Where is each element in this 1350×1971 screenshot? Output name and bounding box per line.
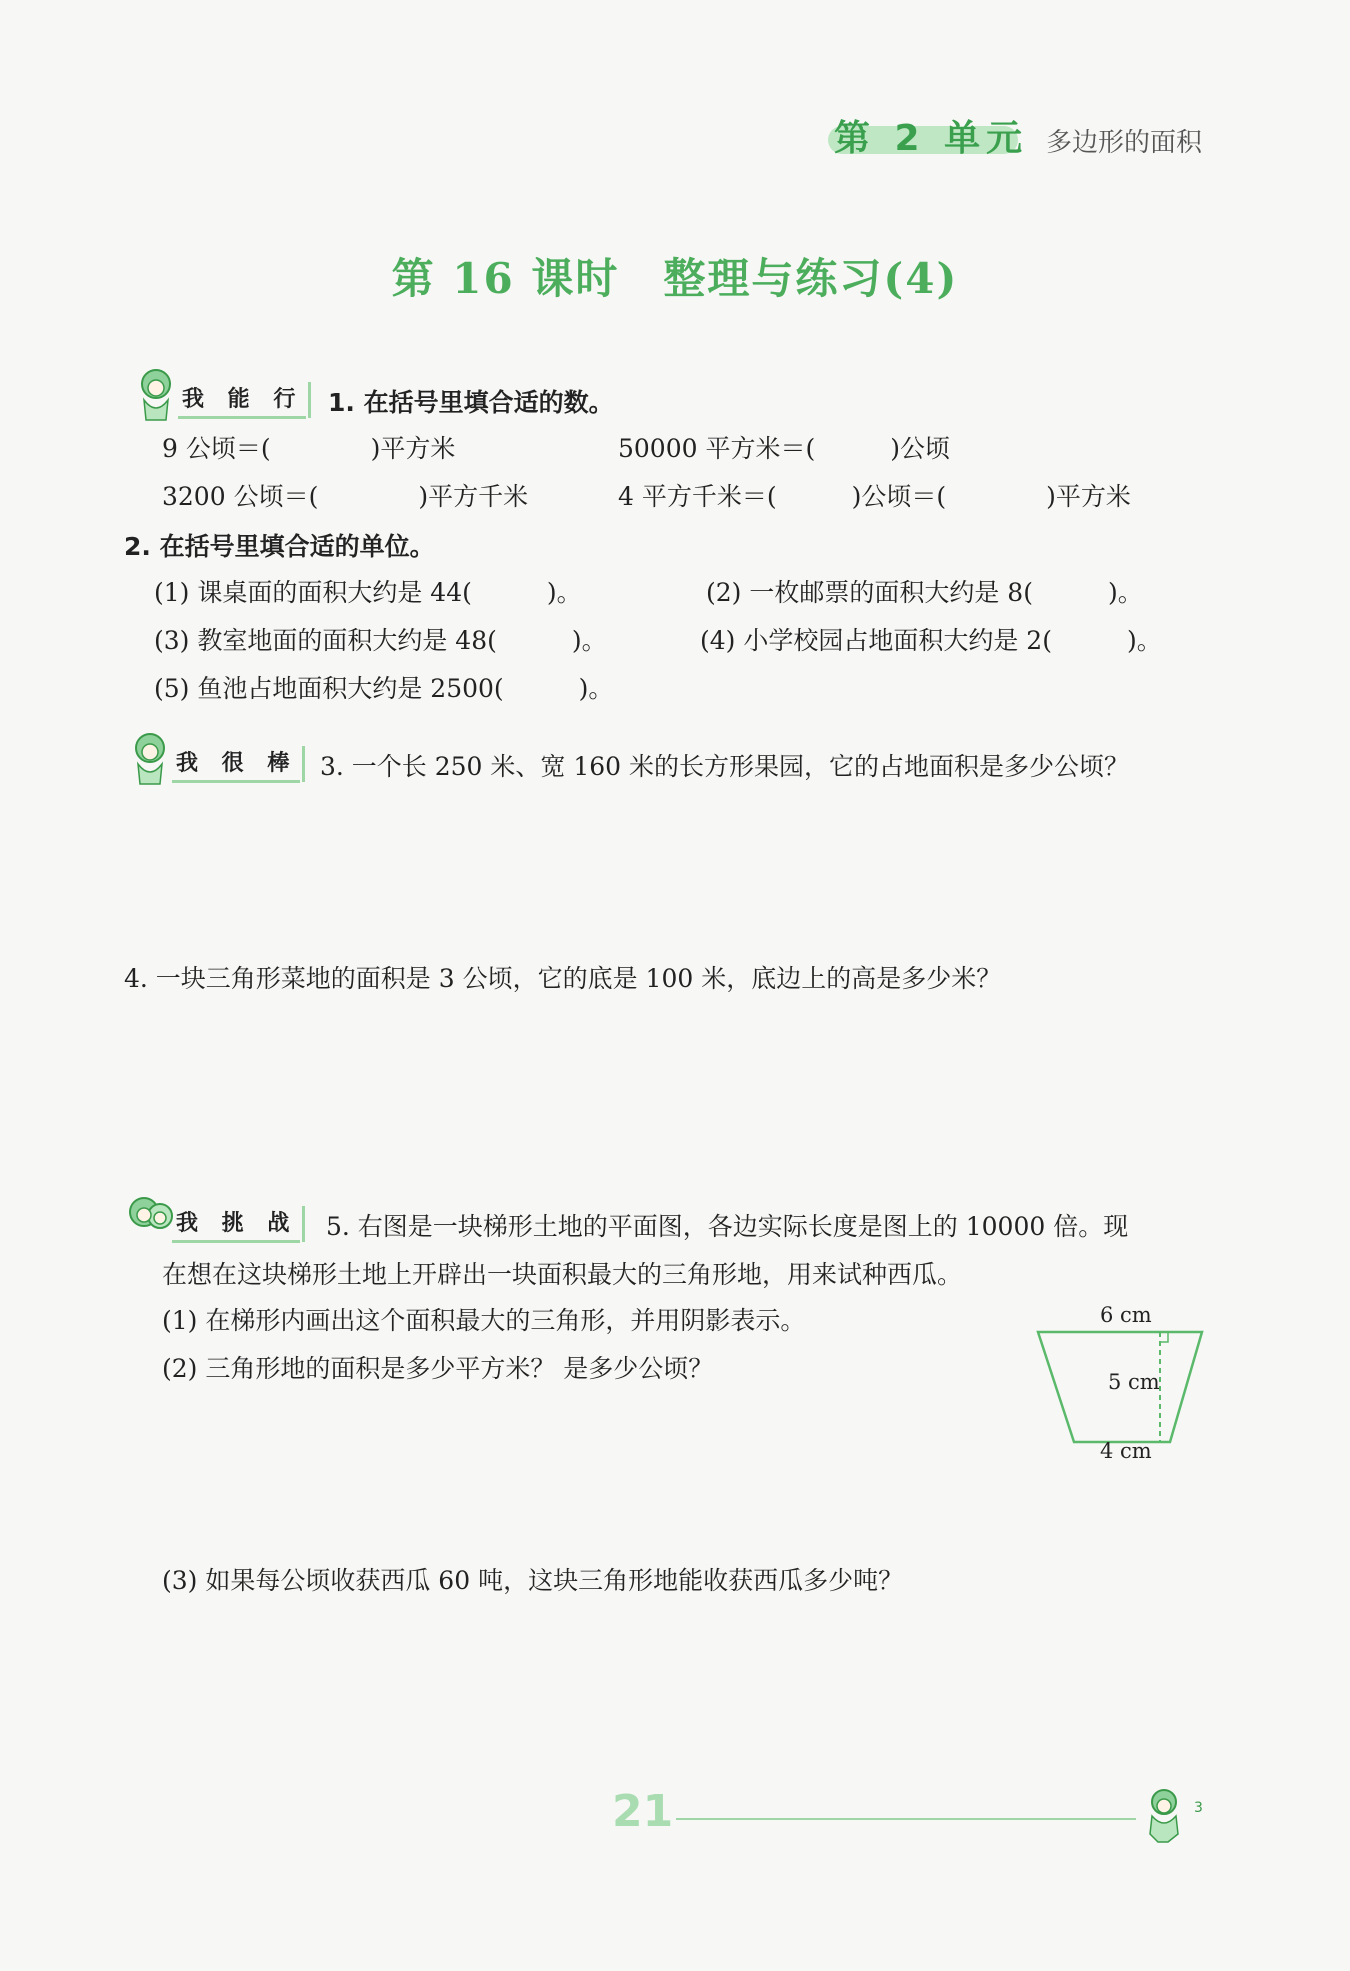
badge-divider [302, 1206, 305, 1242]
badge-divider [308, 382, 311, 418]
lesson-title: 第 16 课时 整理与练习(4) [391, 254, 959, 303]
badge-underline [172, 1240, 300, 1243]
unit-title: 第 2 单元 [834, 118, 1029, 159]
mascot-footer-mark: 3 [1194, 1800, 1203, 1816]
q1-row1-left: 9 公顷＝( )平方米 [162, 434, 456, 463]
section-label-3: 我 挑 战 [176, 1211, 298, 1236]
girl-mascot-icon [124, 730, 174, 786]
q2-item-4: (4) 小学校园占地面积大约是 2( )。 [700, 626, 1162, 655]
girl-mascot-icon [130, 366, 180, 422]
section-label-1: 我 能 行 [182, 387, 304, 412]
q2-item-1: (1) 课桌面的面积大约是 44( )。 [154, 578, 582, 607]
figure-bottom-label: 4 cm [1100, 1439, 1152, 1463]
q2-item-5: (5) 鱼池占地面积大约是 2500( )。 [154, 674, 614, 703]
unit-subtitle: 多边形的面积 [1046, 128, 1203, 158]
question-4-stem: 4. 一块三角形菜地的面积是 3 公顷，它的底是 100 米，底边上的高是多少米？ [124, 964, 1002, 993]
q5-sub-1: (1) 在梯形内画出这个面积最大的三角形，并用阴影表示。 [162, 1306, 806, 1335]
figure-height-label: 5 cm [1108, 1370, 1160, 1394]
section-label-2: 我 很 棒 [176, 751, 298, 776]
q1-row1-right: 50000 平方米＝( )公顷 [618, 434, 950, 463]
right-angle-mark [1160, 1332, 1168, 1342]
q2-item-3: (3) 教室地面的面积大约是 48( )。 [154, 626, 607, 655]
q5-sub-2: (2) 三角形地的面积是多少平方米？ 是多少公顷？ [162, 1354, 714, 1383]
badge-underline [172, 780, 300, 783]
question-5-stem-line1: 5. 右图是一块梯形土地的平面图，各边实际长度是图上的 10000 倍。现 [326, 1212, 1129, 1241]
badge-divider [302, 746, 305, 782]
question-1-stem: 1. 在括号里填合适的数。 [328, 388, 614, 417]
q5-sub-3: (3) 如果每公顷收获西瓜 60 吨，这块三角形地能收获西瓜多少吨？ [162, 1566, 904, 1595]
question-2-stem: 2. 在括号里填合适的单位。 [124, 532, 435, 561]
mascot-footer-icon [1138, 1786, 1194, 1850]
figure-top-label: 6 cm [1100, 1303, 1152, 1327]
question-5-stem-line2: 在想在这块梯形土地上开辟出一块面积最大的三角形地，用来试种西瓜。 [162, 1260, 963, 1289]
q1-row2-left: 3200 公顷＝( )平方千米 [162, 482, 529, 511]
q2-item-2: (2) 一枚邮票的面积大约是 8( )。 [706, 578, 1143, 607]
question-3-stem: 3. 一个长 250 米、宽 160 米的长方形果园，它的占地面积是多少公顷？ [320, 752, 1130, 781]
page-number: 21 [612, 1786, 674, 1837]
badge-underline [178, 416, 306, 419]
kids-mascot-icon [124, 1190, 178, 1248]
footer-rule [676, 1818, 1136, 1820]
q1-row2-right: 4 平方千米＝( )公顷＝( )平方米 [618, 482, 1131, 511]
